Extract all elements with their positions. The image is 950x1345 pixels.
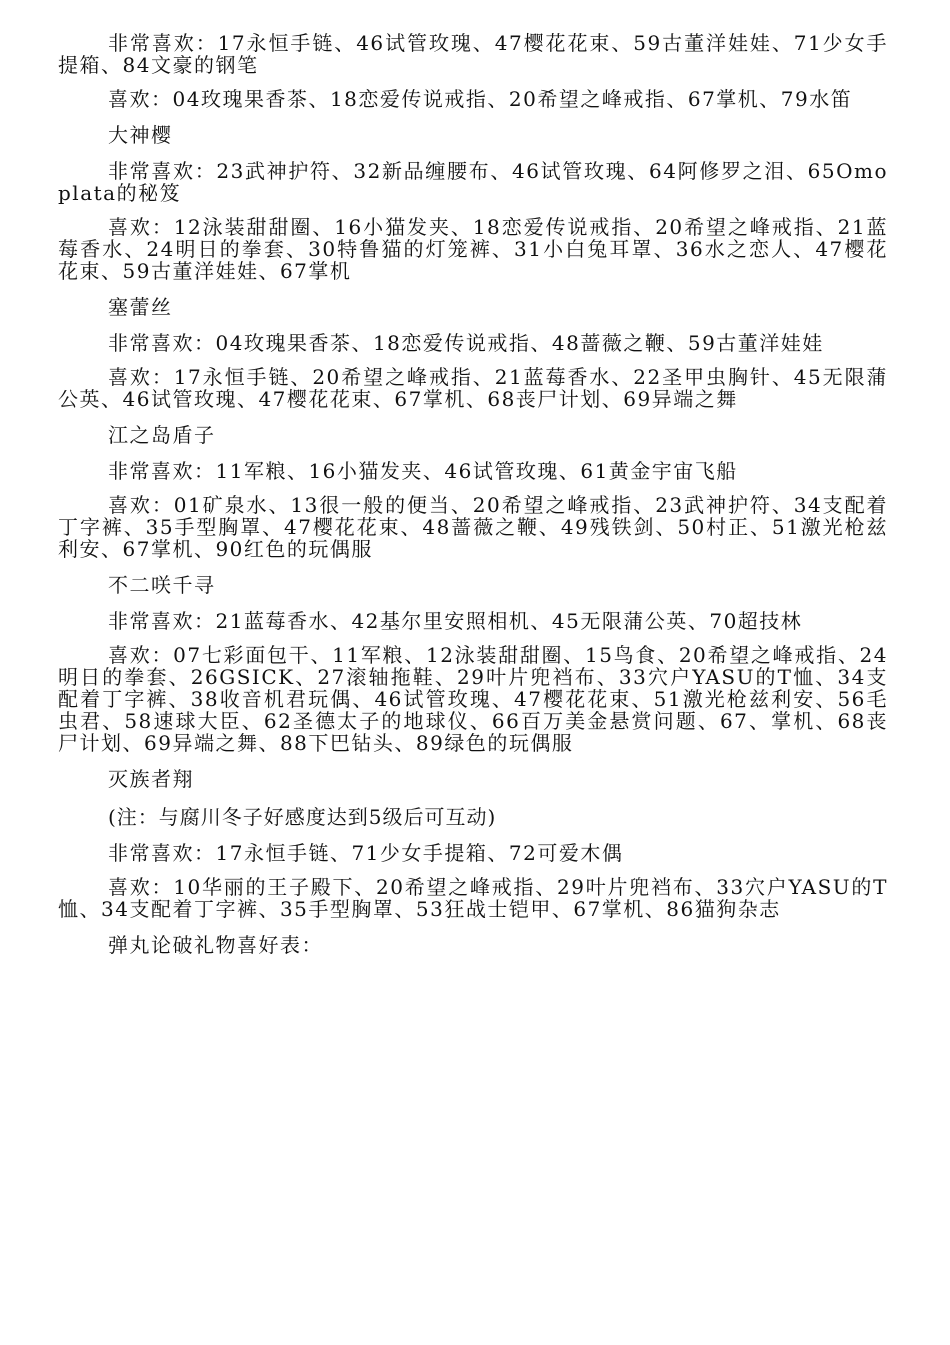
character-name-chihiro: 不二咲千寻 [108, 573, 216, 597]
paragraph-favorites-genocider: 非常喜欢：17永恒手链、71少女手提箱、72可爱木偶 [108, 841, 624, 865]
character-name-genocider: 灭族者翔 [108, 767, 194, 791]
paragraph-note-genocider: (注：与腐川冬子好感度达到5级后可互动) [108, 805, 497, 829]
paragraph-likes-sakura: 喜欢：12泳装甜甜圈、16小猫发夹、18恋爱传说戒指、20希望之峰戒指、21蓝莓香水、24明日的拳套、30特鲁猫的灯笼裤、31小白兔耳罩、36水之恋人、47樱花花束、59古董洋娃娃、67掌机 [58, 215, 888, 283]
paragraph-likes-1: 喜欢：04玫瑰果香茶、18恋爱传说戒指、20希望之峰戒指、67掌机、79水笛 [108, 87, 853, 111]
paragraph-favorites-junko: 非常喜欢：11军粮、16小猫发夹、46试管玫瑰、61黄金宇宙飞船 [108, 459, 738, 483]
paragraph-favorites-sakura: 非常喜欢：23武神护符、32新品缠腰布、46试管玫瑰、64阿修罗之泪、65Omoplata的秘笈 [58, 159, 888, 205]
character-name-sakura: 大神樱 [108, 123, 173, 147]
paragraph-likes-junko: 喜欢：01矿泉水、13很一般的便当、20希望之峰戒指、23武神护符、34支配着丁字裤、35手型胸罩、47樱花花束、48蔷薇之鞭、49残铁剑、50村正、51激光枪兹利安、67掌机、90红色的玩偶服 [58, 493, 888, 561]
paragraph-favorites-1: 非常喜欢：17永恒手链、46试管玫瑰、47樱花花束、59古董洋娃娃、71少女手提箱、84文豪的钢笔 [58, 31, 888, 77]
paragraph-likes-genocider: 喜欢：10华丽的王子殿下、20希望之峰戒指、29叶片兜裆布、33穴户YASU的T恤、34支配着丁字裤、35手型胸罩、53狂战士铠甲、67掌机、86猫狗杂志 [58, 875, 888, 921]
paragraph-favorites-chihiro: 非常喜欢：21蓝莓香水、42基尔里安照相机、45无限蒲公英、70超技林 [108, 609, 803, 633]
paragraph-likes-celes: 喜欢：17永恒手链、20希望之峰戒指、21蓝莓香水、22圣甲虫胸针、45无限蒲公英、46试管玫瑰、47樱花花束、67掌机、68丧尸计划、69异端之舞 [58, 365, 888, 411]
character-name-junko: 江之岛盾子 [108, 423, 216, 447]
paragraph-likes-chihiro: 喜欢：07七彩面包干、11军粮、12泳装甜甜圈、15鸟食、20希望之峰戒指、24明日的拳套、26GSICK、27滚轴拖鞋、29叶片兜裆布、33穴户YASU的T恤、34支配着丁字裤、38收音机君玩偶、46试管玫瑰、47樱花花束、51激光枪兹利安、56毛虫君、58速球大臣、62圣德太子的地球仪、66百万美金悬赏问题、67、掌机、68丧尸计划、69异端之舞、88下巴钻头、89绿色的玩偶服 [58, 643, 888, 755]
character-name-celes: 塞蕾丝 [108, 295, 173, 319]
section-title-gift-table: 弹丸论破礼物喜好表： [108, 933, 323, 957]
paragraph-favorites-celes: 非常喜欢：04玫瑰果香茶、18恋爱传说戒指、48蔷薇之鞭、59古董洋娃娃 [108, 331, 824, 355]
